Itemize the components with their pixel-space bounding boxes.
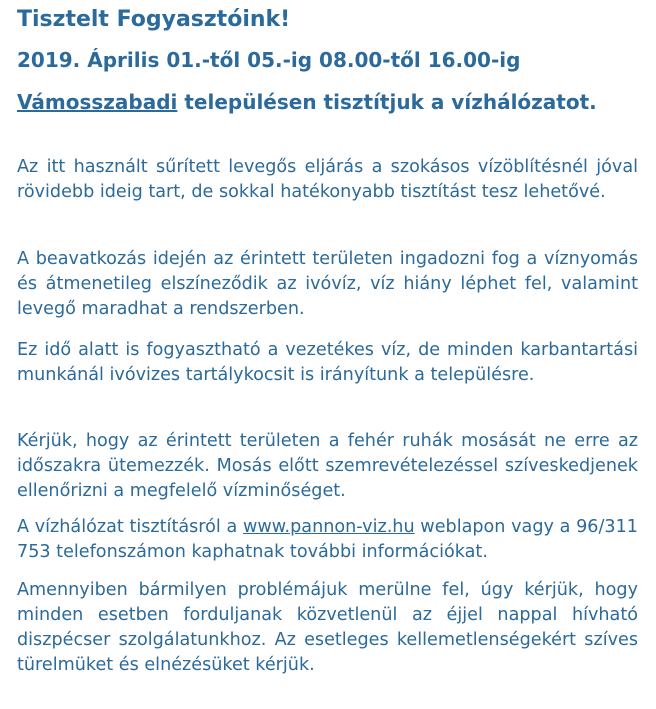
location-name: Vámosszabadi (17, 90, 178, 114)
paragraph-method: Az itt használt sűrített levegős eljárás a szokásos vízöblítésnél jóval rövidebb ideig tart, de sokkal hatékonyabb tisztítást tesz lehetővé. (17, 157, 638, 202)
notice-title: Tisztelt Fogyasztóink! (17, 7, 291, 32)
paragraph-drinking-water: Ez idő alatt is fogyasztható a vezetékes víz, de minden karbantartási munkánál ivóvizes tartálykocsit is irányítunk a településre. (17, 340, 638, 385)
paragraph-laundry: Kérjük, hogy az érintett területen a fehér ruhák mosását ne erre az időszakra ütemezzék. Mosás előtt szemrevételezéssel szíveskedjenek ellenőrizni a megfelelő vízminőséget. (17, 431, 638, 501)
paragraph-closing: Amennyiben bármilyen problémájuk merülne fel, úgy kérjük, hogy minden esetben forduljanak közvetlenül az éjjel nappal hívható diszpécser szolgálatunkhoz. Az esetleges kellemetlenségekért szíves türelmüket és elnézésüket kérjük. (17, 580, 638, 675)
contact-text-after: weblapon vagy a 96/311 753 telefonszámon kaphatnak további információkat. (17, 517, 638, 562)
notice-dates: 2019. Április 01.-től 05.-ig 08.00-től 16.00-ig (17, 48, 521, 72)
paragraph-contact (17, 515, 638, 565)
contact-text-before: A vízhálózat tisztításról a (17, 517, 243, 537)
lead-text: településen tisztítjuk a vízhálózatot. (177, 90, 597, 114)
notice-lead (17, 89, 638, 116)
paragraph-effects: A beavatkozás idején az érintett területen ingadozni fog a víznyomás és átmenetileg elszíneződik az ivóvíz, víz hiány léphet fel, valamint levegő maradhat a rendszerben. (17, 249, 638, 319)
website-link[interactable]: www.pannon-viz.hu (242, 517, 415, 537)
